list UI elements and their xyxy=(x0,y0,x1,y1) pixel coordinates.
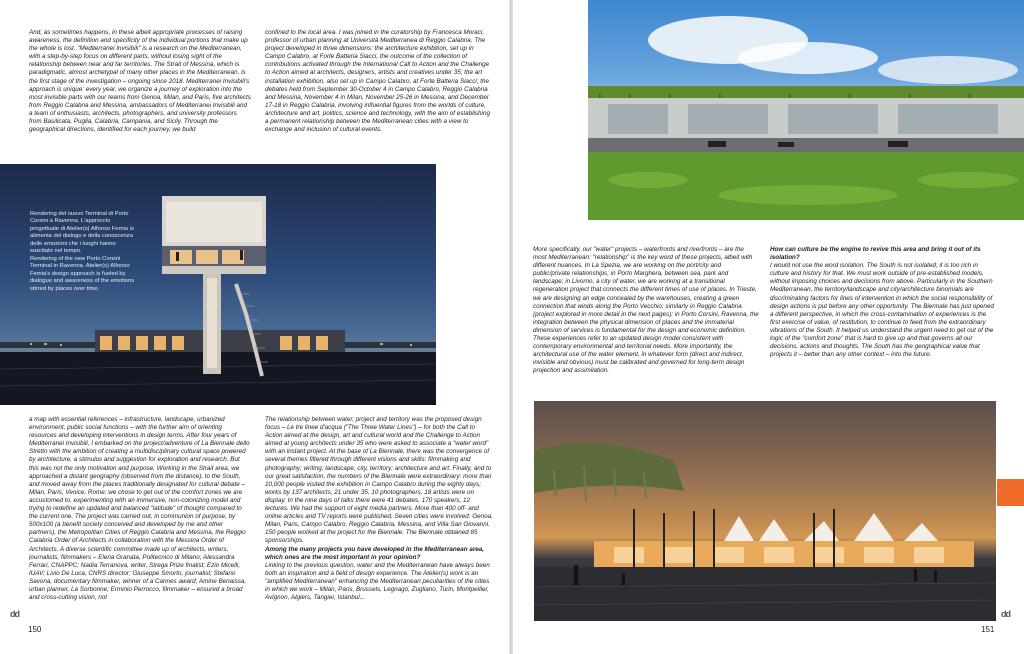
paragraph: a map with essential references – infrastructure, landscape, urbanized environment, public social functions – with the further aim of orienting resources and developing interventions in design terms. After four years of Mediterranei Invisibili, I embarked on the project/adventure of La Biennale dello Stretto with the ambition of creating a multidisciplinary cultural space powered by architecture, a stimulus and suggestion for exploration and research. But this was not the only motivation and purpose. Working in the Strait area, we approached a distant geography (observed from the distance), to the South, and moved away from the places traditionally designated for cultural debate – Milan, Paris, Venice, Rome; we chose to get out of the comfort zones we are accustomed to, experimenting with an immersive, non-colonizing model and trying to redefine an updated and balanced "latitude" of thought compared to the current one. The project was carried out, in communion of purpose, by 500x100 (a benefit society conceived and developed by me and other partners), the Metropolitan Cities of Reggio Calabria and Messina, the Reggio Calabria Order of Architects in collaboration with the Messina Order of Architects. A diverse scientific committee made up of architects, writers, journalists, filmmakers – Elena Granata, Politecnico di Milano; Alessandra Ferrari, CNAPPC; Nadia Terranova, writer, Strega Prize finalist; Ezio Micelli, IUAV; Livio De Luca, CNRS director; Giuseppe Smorto, journalist; Stefano Savona, documentary filmmaker, winner of a Cannes award; Amine Benaissa, urban planner, La Sorbonne; Erminio Perrocco, filmmaker – ensured a broad and cross-cutting vision, not xyxy=(29,416,250,602)
right-column-2 xyxy=(770,246,996,386)
publication-logo-right: dd xyxy=(1001,609,1010,619)
caption-english: Rendering of the new Porto Corsini Terminal in Ravenna. Atelier(s) Alfonso Femia's design approach is fueled by dialogue and awareness of the emotions stirred by places over time. xyxy=(30,256,135,292)
interview-answer: I would not use the word isolation. The South is not isolated; it is too rich in culture and history for that. We must work outside of pre-established models, without imposing choices and decisions from above. Particularly in the Southern Mediterranean, the territory/landscape and city/architecture binomials are discriminating factors for lines of intervention in which the social responsibility of design actions is put before any other opportunity. The Biennale has just opened a different perspective, in which the cross-contamination of experiences is the first exercise of value, of restitution, to continue to feed from the extraordinary vibrations of the South. It helped us understand the urgent need to get out of the logic of the "comfort zone" that is hard to give up and that governs all our decisions, actions and thoughts. The South has the geographical value that projects it – better than any other context – into the future. xyxy=(770,262,994,359)
section-tab-marker xyxy=(997,479,1024,506)
page-number-right: 151 xyxy=(981,625,995,634)
night-terminal-rendering xyxy=(0,164,436,405)
paragraph: And, as sometimes happens, in these albeit appropriate processes of raising awareness, the definition and specificity of the individual portions that make up the whole is lost. "Mediterranei Invisibili" is a research on the Mediterranean, with a step-by-step focus on different parts, without losing sight of the relationship between near and far territories. The Strait of Messina, which is paradigmatic, almost archetypal of many other places in the Mediterranean, is the first stage of the investigation – ongoing since 2018. Mediterranei Invisibili's approach is unique: every year, we organize a journey of exploration into the most invisible parts with our teams from Genoa, Milan, and Paris, five architects from Reggio Calabria and Messina, ambassadors of Mediterranei Invisibili and a team of enthusiasts, architects, photographers, and university professors from Basilicata, Puglia, Calabria, Campania, and Sicily. Through the geographical directions, identified for each journey, we build xyxy=(29,29,251,134)
page-gutter xyxy=(509,0,513,654)
left-top-column-2 xyxy=(265,29,490,155)
interview-question: How can culture be the engine to revive this area and bring it out of its isolation? xyxy=(770,246,981,262)
green-terminal-rendering xyxy=(588,0,1024,220)
right-column-1 xyxy=(533,246,759,386)
left-top-column-1 xyxy=(29,29,251,155)
interview-question: Among the many projects you have developed in the Mediterranean area, which ones are the most important in your opinion? xyxy=(265,545,485,561)
paragraph: The relationship between water, project and territory was the proposed design focus – Le tre linee d'acqua ("The Three Water Lines") – for both the Call to Action aimed at the design, art and cultural world and the Challenge to Action aimed at young architects under 35 who were asked to associate a "water word" with an instant project. At the base of La Biennale, there was the convergence of several themes filtered through different visions and skills: filmmaking and photography; writing; landscape, city, territory; architecture and art. Finally, and to our great satisfaction, the numbers of the Biennale were extraordinary: more than 10,000 people visited the exhibition in Campo Calabro during the eighty days; works by 137 architects, 21 under 35, 10 photographers, 18 artists were on display. In the nine days of talks there were 41 debates, 170 speakers, 12 lectures. We had the support of eight media partners. More than 400 off- and online articles and TV reports were published. Seven cities were involved: Genoa, Milan, Paris, Campo Calabro, Reggio Calabria, Messina, and Villa San Giovanni. 150 people worked at the project for the Biennale. The Biennale obtained 85 sponsorships. xyxy=(265,416,493,545)
page-number-left: 150 xyxy=(28,625,42,634)
left-bottom-column-1 xyxy=(29,416,251,620)
interview-answer: Linking to the previous question, water and the Mediterranean have always been both an inspiration and a field of design experience. The Atelier(s) work is an "amplified Mediterranean" enhancing the Mediterranean peculiarities of the cities in which we work – Milan, Paris, Brussels, Legnago, Zugliano, Turin, Montpellier, Avignon, Algiers, Tangier, Istanbul... xyxy=(265,561,490,602)
caption-italian: Rendering del nuovo Terminal di Porto Corsini a Ravenna. L'approccio progettuale di Atelier(s) Alfonso Femia si alimenta del dialogo e della conoscenza delle emozioni che i luoghi hanno suscitato nel tempo. xyxy=(30,211,134,255)
paragraph: More specifically, our "water" projects – waterfronts and riverfronts – are the most Mediterranean: "relationship" is the key word of these projects, albeit with different nuances. In La Spezia, we are working on the port/city and public/private relationships; in Porto Marghera, between sea, park and landscape; in Livorno, a city of water, we are working at a transitional regeneration project that connects the different times of use of places. In Trieste, we are designing an edge concealed by the warehouses, creating a green connection that winds along the Porto Vecchio; similarly in Reggio Calabria (project explored in more detail in the next pages); in Porto Corsini, Ravenna, the integration between the physical dimension of places and the immaterial dimension of services is fundamental for the design and economic definition. These experiences refer to an updated design model consistent with contemporary environmental and territorial needs. More importantly, the architectural use of the water element, in whatever form (direct and indirect, invisible and obvious) must be calibrated and governed for long-term design projection and assimilation. xyxy=(533,246,759,375)
left-bottom-column-2 xyxy=(265,416,493,620)
paragraph: confined to the local area. I was joined in the curatorship by Francesca Moraci, professor of urban planning at Università Mediterranea di Reggio Calabria. The project developed in three dimensions: the architecture exhibition, set up in Campo Calabro, at Forte Batteria Siacci, the outcome of the collection of contributions activated through the International Call to Action and the Challenge to Action aimed at architects, designers, artists and creatives under 35; the art installation exhibition, also set up in Campo Calabro, at Forte Batteria Siacci; the debates held from September 30-October 4 in Campo Calabro, Reggio Calabria and Messina, November 4 in Milan, November 25-26 in Messina, and December 17-18 in Reggio Calabria, involving influential figures from the worlds of culture, architecture and art, politics, science and technology, with the aim of establishing a permanent relationship between the Mediterranean cities with a view to exchange and inclusion of cultural events. xyxy=(265,29,490,134)
dusk-waterfront-rendering xyxy=(534,401,996,621)
left-page xyxy=(0,0,510,654)
publication-logo: dd xyxy=(10,609,19,619)
